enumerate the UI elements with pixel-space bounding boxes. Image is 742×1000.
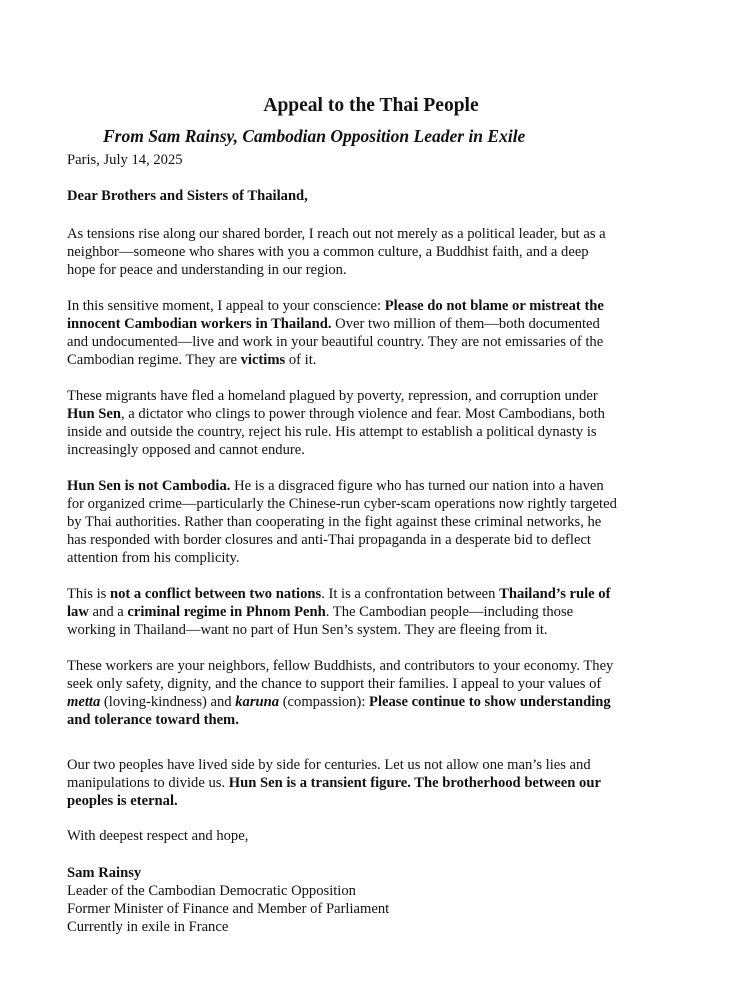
document-subtitle: From Sam Rainsy, Cambodian Opposition Leader in Exile (103, 126, 526, 146)
emphasis-text: Please do not blame or mistreat the (384, 298, 604, 314)
closing (67, 827, 679, 845)
paragraph-line (67, 774, 679, 792)
paragraph-line: working in Thailand—want no part of Hun Sen’s system. They are fleeing from it. (67, 622, 548, 638)
paragraph-4 (67, 477, 679, 567)
text-run: Over two million of them—both documented (331, 316, 600, 332)
document-title: Appeal to the Thai People (263, 95, 479, 116)
paragraph-line (67, 603, 679, 621)
signature-name: Sam Rainsy (67, 865, 142, 881)
dateline-text: Paris, July 14, 2025 (67, 152, 183, 168)
signature-title: Leader of the Cambodian Democratic Opposition (67, 883, 356, 899)
paragraph-line: As tensions rise along our shared border, I reach out not merely as a political leader, but as a (67, 226, 606, 242)
emphasis-text: law (67, 604, 89, 620)
paragraph-line (67, 477, 679, 495)
paragraph-1 (67, 225, 679, 279)
emphasis-text: Hun Sen (67, 406, 121, 422)
paragraph-line (67, 405, 679, 423)
emphasis-italic-text: karuna (235, 694, 280, 710)
text-run: manipulations to divide us. (67, 775, 229, 791)
paragraph-2 (67, 297, 679, 369)
emphasis-text: innocent Cambodian workers in Thailand. (67, 316, 332, 332)
paragraph-5 (67, 585, 679, 639)
emphasis-text: Hun Sen is not Cambodia. (67, 478, 231, 494)
paragraph-line: neighbor—someone who shares with you a common culture, a Buddhist faith, and a deep (67, 244, 589, 260)
emphasis-text: Please continue to show understanding (369, 694, 611, 710)
paragraph-line: has responded with border closures and anti-Thai propaganda in a desperate bid to deflect (67, 532, 591, 548)
emphasis-text: Thailand’s rule of (499, 586, 611, 602)
paragraph-line (67, 693, 679, 711)
paragraph-line: inside and outside the country, reject his rule. His attempt to establish a political dynasty is (67, 424, 597, 440)
signature-title: Currently in exile in France (67, 919, 229, 935)
paragraph-line: by Thai authorities. Rather than cooperating in the fight against these criminal networks, he (67, 514, 602, 530)
text-run: . It is a confrontation between (321, 586, 500, 602)
text-run: . The Cambodian people—including those (325, 604, 574, 620)
paragraph-line: and undocumented—live and work in your beautiful country. They are not emissaries of the (67, 334, 604, 350)
signature-block (67, 864, 679, 936)
text-run: This is (67, 586, 110, 602)
emphasis-text: criminal regime in Phnom Penh (127, 604, 326, 620)
text-run: Cambodian regime. They are (67, 352, 241, 368)
paragraph-line: seek only safety, dignity, and the chance to support their families. I appeal to your values of (67, 676, 602, 692)
emphasis-text: not a conflict between two nations (109, 586, 322, 602)
paragraph-line: increasingly opposed and cannot endure. (67, 442, 305, 458)
text-run: of it. (285, 352, 317, 368)
salutation-text: Dear Brothers and Sisters of Thailand, (67, 188, 308, 204)
paragraph-line: for organized crime—particularly the Chinese-run cyber-scam operations now rightly targeted (67, 496, 617, 512)
paragraph-line: attention from his complicity. (67, 550, 240, 566)
paragraph-line: These migrants have fled a homeland plagued by poverty, repression, and corruption under (67, 388, 598, 404)
text-run: , a dictator who clings to power through violence and fear. Most Cambodians, both (120, 406, 605, 422)
paragraph-line: hope for peace and understanding in our region. (67, 262, 347, 278)
emphasis-italic-text: metta (67, 694, 101, 710)
paragraph-line: and tolerance toward them. (67, 712, 239, 728)
paragraph-line (67, 585, 679, 603)
paragraph-3 (67, 387, 679, 459)
salutation (67, 187, 679, 205)
paragraph-line: Our two peoples have lived side by side for centuries. Let us not allow one man’s lies and (67, 757, 591, 773)
paragraph-line (67, 297, 679, 315)
text-run: In this sensitive moment, I appeal to your conscience: (67, 298, 385, 314)
paragraph-line: These workers are your neighbors, fellow Buddhists, and contributors to your economy. They (67, 658, 614, 674)
paragraph-line (67, 315, 679, 333)
paragraph-7 (67, 756, 679, 810)
paragraph-6 (67, 657, 679, 729)
text-run: (loving-kindness) and (100, 694, 236, 710)
text-run: He is a disgraced figure who has turned our nation into a haven (230, 478, 604, 494)
emphasis-text: victims (240, 352, 286, 368)
closing-text: With deepest respect and hope, (67, 828, 249, 844)
text-run: (compassion): (279, 694, 370, 710)
signature-title: Former Minister of Finance and Member of Parliament (67, 901, 390, 917)
text-run: and a (88, 604, 128, 620)
emphasis-text: Hun Sen is a transient figure. The brotherhood between our (228, 775, 601, 791)
paragraph-line (67, 351, 679, 369)
paragraph-line: peoples is eternal. (67, 793, 178, 809)
dateline (67, 151, 679, 169)
